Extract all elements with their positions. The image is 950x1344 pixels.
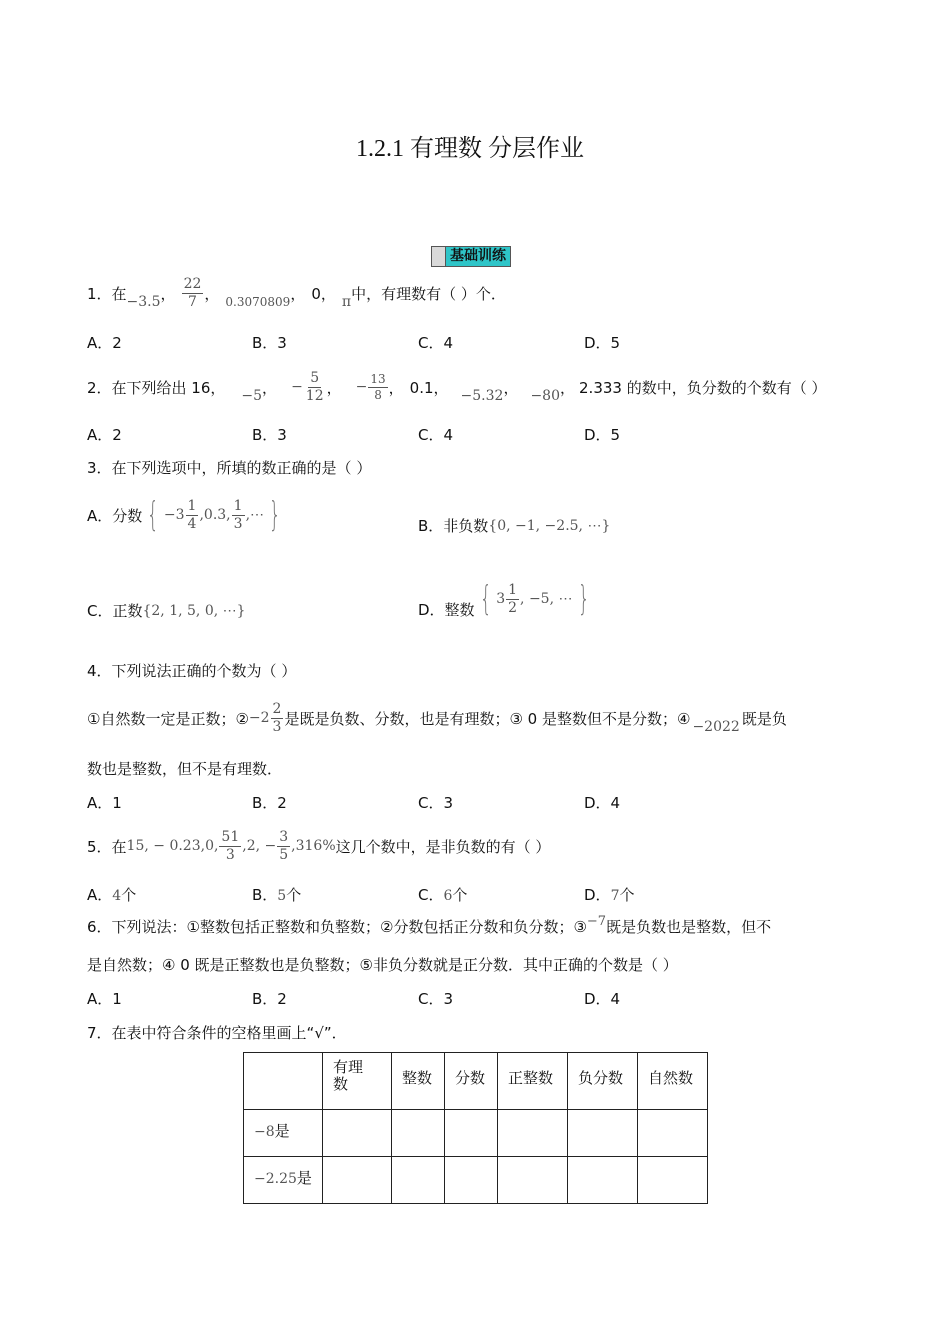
q4-statements-line2: 数也是整数，但不是有理数． [87, 760, 283, 778]
q2-minus: − [355, 379, 368, 395]
q4-frac-den: 3 [272, 718, 282, 735]
table-header-cell [568, 1053, 638, 1110]
q4-math: −2022 [692, 719, 740, 735]
q3-a-fraction [232, 499, 245, 531]
q5-option-unit: 个 [619, 886, 635, 904]
table-header-cell [498, 1053, 568, 1110]
q5-option-num: 7 [610, 888, 620, 904]
row-suffix: 是 [296, 1169, 312, 1187]
question-4: 4．下列说法正确的个数为（ ） [87, 662, 297, 680]
q5-fraction [277, 830, 290, 862]
q4-fraction [271, 702, 284, 734]
q1-option-c: C．4 [418, 334, 454, 352]
question-2 [87, 365, 827, 409]
q5-frac-num: 3 [279, 828, 289, 845]
answer-cell[interactable] [323, 1110, 392, 1157]
q3-d-num: 3 [496, 591, 506, 607]
answer-cell[interactable] [498, 1157, 568, 1204]
q4-option-d: D．4 [584, 794, 621, 812]
q1-num: −3.5 [126, 294, 161, 310]
q5-math: ,2, − [242, 838, 277, 854]
q5-suffix: 这几个数中，是非负数的有（ ） [335, 837, 551, 856]
q5-fraction [219, 830, 241, 862]
question-6-line1 [87, 916, 771, 937]
answer-cell[interactable] [638, 1157, 708, 1204]
page-title: 1.2.1 有理数 分层作业 [356, 136, 584, 162]
row-number: −8 [254, 1124, 275, 1140]
q6-option-c: C．3 [418, 990, 454, 1008]
answer-cell[interactable] [568, 1157, 638, 1204]
q6-option-b: B．2 [252, 990, 287, 1008]
table-row [244, 1110, 708, 1157]
q1-sep: ， [290, 284, 306, 303]
q2-option-b: B．3 [252, 426, 287, 444]
table-header-cell [638, 1053, 708, 1110]
section-marker [432, 247, 446, 266]
q1-sep: ， [160, 284, 176, 303]
q3-d-frac-num: 1 [508, 581, 518, 598]
header-label [244, 1053, 322, 1065]
q1-sep: ， [204, 284, 220, 303]
header-label: 正整数 [508, 1069, 554, 1087]
q1-pi: π [341, 294, 352, 310]
q5-option-num: 4 [112, 888, 122, 904]
q3-b-math: {0, −1, −2.5, ⋯} [488, 517, 611, 534]
row-label-cell [244, 1110, 323, 1157]
q2-frac-num: 13 [370, 371, 386, 386]
question-3: 3．在下列选项中，所填的数正确的是（ ） [87, 459, 372, 477]
q1-suffix: 中，有理数有（ ）个． [351, 284, 506, 303]
header-label: 自然数 [648, 1069, 694, 1087]
q5-option-d [584, 884, 635, 905]
q2-sep: ， [326, 378, 342, 397]
q2-sep: ， [262, 378, 278, 397]
q2-sep: ， [560, 378, 576, 397]
row-suffix: 是 [274, 1122, 290, 1140]
q5-frac-den: 3 [225, 846, 235, 863]
question-7: 7．在表中符合条件的空格里画上“√”． [87, 1024, 347, 1042]
row-number: −2.25 [254, 1171, 297, 1187]
q6-option-a: A．1 [87, 990, 122, 1008]
q4-option-a: A．1 [87, 794, 122, 812]
q3-option-b [418, 515, 610, 536]
q2-num: −5 [241, 388, 263, 404]
q5-prefix: 5．在 [87, 837, 127, 856]
q5-option-unit: 个 [121, 886, 137, 904]
q1-option-a: A．2 [87, 334, 122, 352]
q5-option-unit: 个 [452, 886, 468, 904]
row-label-cell [244, 1157, 323, 1204]
q2-frac-den: 12 [305, 387, 324, 404]
q5-option-a [87, 884, 136, 905]
q6-text: 既是负数也是整数，但不 [606, 918, 772, 936]
q6-math: −7 [586, 914, 607, 929]
section-title: 基础训练 [450, 248, 506, 264]
answer-cell[interactable] [568, 1110, 638, 1157]
q3-a-frac-den: 4 [187, 515, 197, 532]
q2-fraction [304, 371, 326, 403]
q5-option-b [252, 884, 301, 905]
q3-option-a [87, 490, 286, 540]
right-brace-icon: } [268, 495, 281, 535]
q4-math: −2 [248, 710, 270, 726]
q5-math: ,316% [291, 838, 336, 854]
q2-minus: − [291, 379, 303, 395]
q3-a-frac-num: 1 [187, 497, 197, 514]
q5-option-label: A． [87, 886, 113, 904]
q2-sep: ， [388, 378, 404, 397]
answer-cell[interactable] [498, 1110, 568, 1157]
q2-suffix: 2.333 的数中，负分数的个数有（ ） [579, 378, 827, 397]
header-label: 负分数 [578, 1069, 624, 1087]
q3-option-c [87, 600, 246, 621]
q1-num: 0.3070809 [225, 295, 291, 309]
q1-option-d: D．5 [584, 334, 621, 352]
q3-a-fraction [186, 499, 199, 531]
table-header-cell [392, 1053, 445, 1110]
q2-option-a: A．2 [87, 426, 122, 444]
header-label: 有理数 [333, 1058, 364, 1093]
table-row [244, 1157, 708, 1204]
q5-math: 15, − 0.23,0, [126, 838, 219, 854]
question-6-line2: 是自然数；④ 0 既是正整数也是负整数；⑤非负分数就是正分数．其中正确的个数是（ ） [87, 956, 678, 974]
q5-option-label: B． [252, 886, 278, 904]
section-header [431, 246, 511, 267]
table-header-row [244, 1053, 708, 1110]
q3-d-frac-den: 2 [508, 599, 518, 616]
q3-option-b-label: B．非负数 [418, 517, 489, 535]
q3-option-a-label: A．分数 [87, 506, 143, 525]
left-brace-icon: { [147, 495, 160, 535]
q1-frac-num: 22 [183, 275, 202, 292]
q3-option-d [418, 574, 594, 624]
q5-option-label: C． [418, 886, 444, 904]
q2-option-c: C．4 [418, 426, 454, 444]
q4-option-c: C．3 [418, 794, 454, 812]
question-1 [87, 271, 506, 315]
q2-fraction [368, 373, 387, 401]
q2-option-d: D．5 [584, 426, 621, 444]
q1-num: 0， [311, 284, 336, 303]
q2-num: 0.1， [409, 378, 449, 397]
answer-cell[interactable] [392, 1157, 445, 1204]
q4-text: 是既是负数、分数，也是有理数；③ 0 是整数但不是分数；④ [284, 709, 691, 728]
header-label: 整数 [402, 1069, 433, 1087]
left-brace-icon: { [479, 579, 492, 619]
header-label: 分数 [455, 1069, 486, 1087]
q3-a-num: −3 [163, 507, 185, 523]
q5-frac-den: 5 [279, 846, 289, 863]
q4-text: 既是负 [741, 709, 787, 728]
q3-a-num: ,0.3, [199, 507, 231, 523]
q1-fraction [182, 277, 204, 309]
q4-option-b: B．2 [252, 794, 287, 812]
q6-text: 6．下列说法：①整数包括正整数和负整数；②分数包括正分数和负分数；③ [87, 918, 587, 936]
q5-option-num: 5 [277, 888, 287, 904]
q2-frac-num: 5 [310, 369, 320, 386]
q4-statements-line1 [87, 696, 787, 740]
classification-table [243, 1052, 708, 1204]
q5-option-unit: 个 [286, 886, 302, 904]
q1-prefix: 1．在 [87, 284, 127, 303]
right-brace-icon: } [577, 579, 590, 619]
table-header-cell [244, 1053, 323, 1110]
q6-option-d: D．4 [584, 990, 621, 1008]
q3-a-ellipsis: ,⋯ [245, 507, 265, 523]
q5-option-c [418, 884, 467, 905]
q4-text: ①自然数一定是正数；② [87, 709, 249, 728]
table-header-cell [445, 1053, 498, 1110]
q3-c-math: {2, 1, 5, 0, ⋯} [142, 602, 246, 619]
q1-option-b: B．3 [252, 334, 287, 352]
q5-option-num: 6 [443, 888, 453, 904]
question-5 [87, 824, 550, 868]
q3-a-frac-num: 1 [233, 497, 243, 514]
table-header-cell [323, 1053, 392, 1110]
answer-cell[interactable] [445, 1157, 498, 1204]
q2-sep: ， [503, 378, 519, 397]
q2-prefix: 2．在下列给出 16， [87, 378, 226, 397]
answer-cell[interactable] [392, 1110, 445, 1157]
answer-cell[interactable] [323, 1157, 392, 1204]
q2-num: −80 [530, 388, 560, 404]
q1-frac-den: 7 [188, 293, 197, 310]
q2-num: −5.32 [460, 388, 504, 404]
q3-option-c-label: C．正数 [87, 602, 143, 620]
q5-option-label: D． [584, 886, 611, 904]
answer-cell[interactable] [638, 1110, 708, 1157]
q3-d-fraction [506, 583, 519, 615]
q3-a-frac-den: 3 [233, 515, 243, 532]
q2-frac-den: 8 [374, 387, 382, 402]
q3-option-d-label: D．整数 [418, 600, 475, 619]
q5-frac-num: 51 [221, 828, 240, 845]
q3-d-num: , −5, ⋯ [520, 591, 573, 607]
q4-frac-num: 2 [272, 700, 282, 717]
answer-cell[interactable] [445, 1110, 498, 1157]
